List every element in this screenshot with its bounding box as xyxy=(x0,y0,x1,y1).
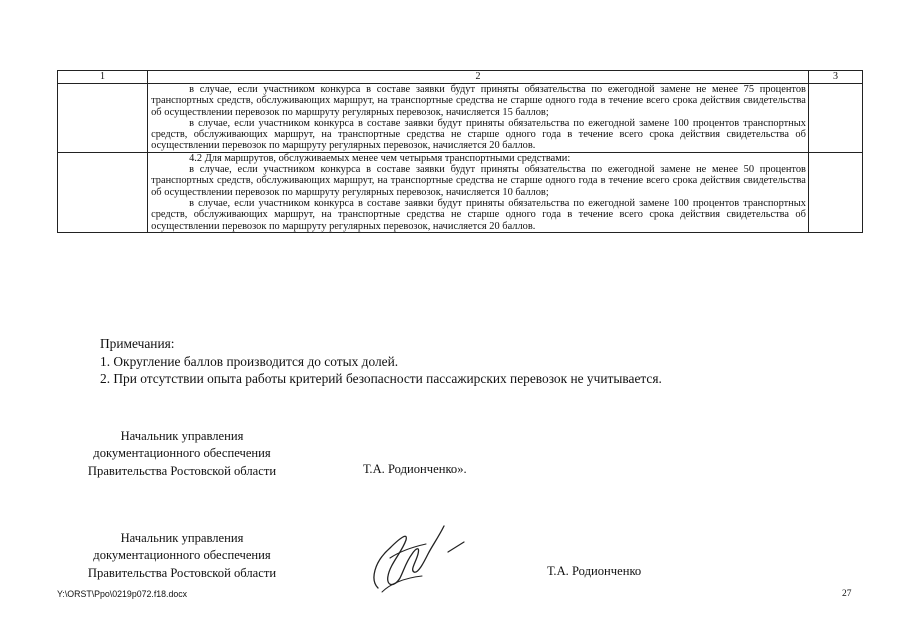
header-col-2: 2 xyxy=(148,71,809,84)
table-row xyxy=(58,152,863,232)
signatory-name-2: Т.А. Родионченко xyxy=(547,564,642,578)
signature-title-block-2 xyxy=(57,530,307,582)
title-line: Правительства Ростовской области xyxy=(87,565,277,580)
row1-col-1 xyxy=(58,84,148,153)
handwritten-signature xyxy=(360,518,470,596)
row1-paragraph: в случае, если участником конкурса в составе заявки будут приняты обязательства по ежегодной замене 100 процентов транспортных средств, обслуживающих маршрут, на транспортные средства не старше одного года в течение всего срока действия свидетельства об осуществлении перевозок по маршруту регулярных перевозок, начисляется 20 баллов. xyxy=(151,117,806,152)
notes-section xyxy=(100,335,662,388)
title-line: документационного обеспечения xyxy=(93,446,271,461)
note-item: 1. Округление баллов производится до сотых долей. xyxy=(100,353,399,369)
row1-col-3 xyxy=(808,84,862,153)
row2-col-1 xyxy=(58,152,148,232)
criteria-table xyxy=(57,70,863,233)
header-col-3: 3 xyxy=(808,71,862,84)
title-line: документационного обеспечения xyxy=(93,548,271,563)
row2-paragraph: 4.2 Для маршрутов, обслуживаемых менее чем четырьмя транспортными средствами: xyxy=(189,152,571,164)
title-line: Правительства Ростовской области xyxy=(87,463,277,478)
signature-title-block-1 xyxy=(57,428,307,480)
row1-col-2 xyxy=(148,84,809,153)
row2-col-3 xyxy=(808,152,862,232)
header-col-1: 1 xyxy=(58,71,148,84)
file-path: Y:\ORST\Ppo\0219p072.f18.docx xyxy=(57,589,188,599)
page-number: 27 xyxy=(842,589,852,599)
row2-paragraph: в случае, если участником конкурса в составе заявки будут приняты обязательства по ежегодной замене 100 процентов транспортных средств, обслуживающих маршрут, на транспортные средства не старше одного года в течение всего срока действия свидетельства об осуществлении перевозок по маршруту регулярных перевозок, начисляется 20 баллов. xyxy=(151,197,806,232)
notes-heading: Примечания: xyxy=(100,336,175,351)
row2-col-2 xyxy=(148,152,809,232)
row2-paragraph: в случае, если участником конкурса в составе заявки будут приняты обязательства по ежегодной замене не менее 50 процентов транспортных средств, обслуживающих маршрут, на транспортные средства не старше одного года в течение всего срока действия свидетельства об осуществлении перевозок по маршруту регулярных перевозок, начисляется 10 баллов; xyxy=(151,164,806,198)
signatory-name-1: Т.А. Родионченко». xyxy=(363,462,467,476)
table-header-row xyxy=(58,71,863,84)
title-line: Начальник управления xyxy=(120,531,244,545)
row1-paragraph: в случае, если участником конкурса в составе заявки будут приняты обязательства по ежегодной замене не менее 75 процентов транспортных средств, обслуживающих маршрут, на транспортные средства не старше одного года в течение всего срока действия свидетельства об осуществлении перевозок по маршруту регулярных перевозок, начисляется 15 баллов; xyxy=(151,84,806,118)
title-line: Начальник управления xyxy=(120,429,244,443)
table-row xyxy=(58,84,863,153)
note-item: 2. При отсутствии опыта работы критерий безопасности пассажирских перевозок не учитывается. xyxy=(100,371,662,387)
